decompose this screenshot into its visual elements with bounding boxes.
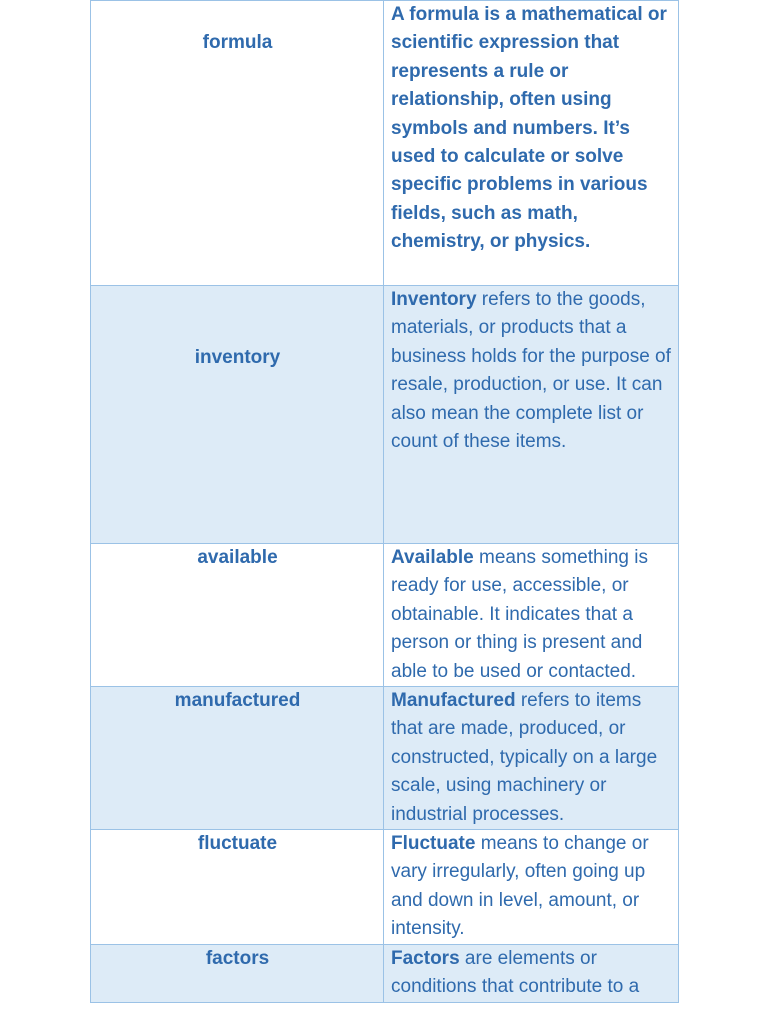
table-row xyxy=(91,1,679,286)
table-row xyxy=(91,544,679,687)
table-row xyxy=(91,286,679,544)
table-row xyxy=(91,687,679,830)
vocabulary-table xyxy=(90,0,679,1003)
definition-text: are elements or conditions that contribute to a xyxy=(391,947,640,998)
definition-cell xyxy=(384,544,679,687)
definition-text: A formula is a mathematical or scientific expression that represents a rule or relationship, often using symbols and numbers. It’s used to calculate or solve specific problems in various fields, such as math, chemistry, or physics. xyxy=(391,4,667,253)
table-row xyxy=(91,944,679,1002)
definition-lead: Fluctuate xyxy=(391,833,476,855)
definition-text: means something is ready for use, accessible, or obtainable. It indicates that a person or thing is present and able to be used or contacted. xyxy=(391,547,648,682)
term-cell: formula xyxy=(91,1,384,286)
definition-lead: Manufactured xyxy=(391,690,516,712)
term-cell: factors xyxy=(91,944,384,1002)
definition-lead: Factors xyxy=(391,947,460,969)
term-cell: fluctuate xyxy=(91,830,384,945)
table-row xyxy=(91,830,679,945)
definition-lead: Inventory xyxy=(391,289,477,310)
definition-cell xyxy=(384,1,679,286)
term-cell: inventory xyxy=(91,286,384,544)
definition-cell xyxy=(384,944,679,1002)
definition-text: means to change or vary irregularly, often going up and down in level, amount, or intensity. xyxy=(391,833,649,940)
definition-cell xyxy=(384,286,679,544)
definition-cell xyxy=(384,830,679,945)
definition-lead: Available xyxy=(391,547,474,568)
definition-cell xyxy=(384,687,679,830)
definition-text: refers to the goods, materials, or products that a business holds for the purpose of resale, production, or use. It can also mean the complete list or count of these items. xyxy=(391,289,671,453)
term-cell: manufactured xyxy=(91,687,384,830)
term-cell: available xyxy=(91,544,384,687)
definition-text: refers to items that are made, produced, or constructed, typically on a large scale, using machinery or industrial processes. xyxy=(391,690,658,825)
